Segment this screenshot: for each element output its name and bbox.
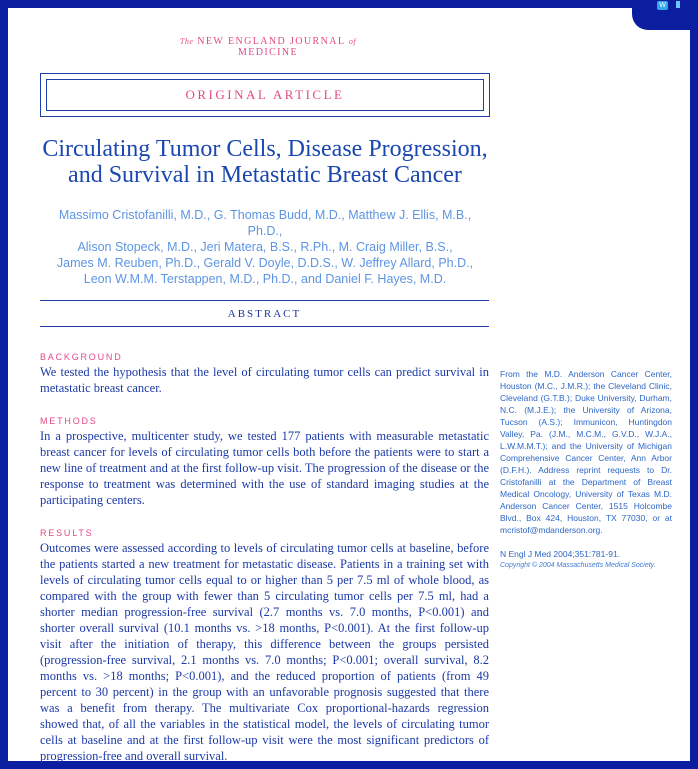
- background-heading: BACKGROUND: [40, 352, 123, 362]
- journal-prefix: The: [179, 37, 194, 46]
- methods-heading: METHODS: [40, 416, 98, 426]
- journal-masthead: [148, 36, 388, 58]
- citation: N Engl J Med 2004;351:781-91.: [500, 549, 621, 559]
- author-line: Leon W.M.M. Terstappen, M.D., Ph.D., and Daniel F. Hayes, M.D.: [83, 272, 447, 286]
- corner-badge-icon[interactable]: W: [657, 1, 668, 10]
- journal-of: of: [348, 37, 357, 46]
- methods-text: In a prospective, multicenter study, we tested 177 patients with measurable metastatic breast cancer for levels of circulating tumor cells both before the patients were to start a new line of treatment and at the first follow-up visit. The progression of the disease or the response to treatment was determined with the use of standard imaging studies at the participating centers.: [40, 429, 489, 507]
- author-line: Alison Stopeck, M.D., Jeri Matera, B.S., R.Ph., M. Craig Miller, B.S.,: [77, 240, 453, 254]
- article-title: [40, 136, 490, 188]
- author-line: Massimo Cristofanilli, M.D., G. Thomas Budd, M.D., Matthew J. Ellis, M.B., Ph.D.,: [58, 208, 472, 238]
- corner-tab: [632, 0, 690, 30]
- abstract-heading: ABSTRACT: [227, 308, 302, 320]
- abstract-bottom-rule: [40, 326, 489, 327]
- copyright: Copyright © 2004 Massachusetts Medical Society.: [500, 562, 656, 569]
- background-text: We tested the hypothesis that the level of circulating tumor cells can predict survival in metastatic breast cancer.: [40, 365, 489, 395]
- article-type-frame: [40, 73, 490, 117]
- article-page: [8, 2, 690, 763]
- author-line: James M. Reuben, Ph.D., Gerald V. Doyle, D.D.S., W. Jeffrey Allard, Ph.D.,: [56, 256, 474, 270]
- journal-name-part1: NEW ENGLAND JOURNAL: [197, 36, 345, 47]
- title-line-2: and Survival in Metastatic Breast Cancer: [68, 162, 462, 188]
- title-line-1: Circulating Tumor Cells, Disease Progression,: [42, 136, 488, 162]
- results-text: Outcomes were assessed according to levels of circulating tumor cells at baseline, before the patients started a new treatment for metastatic disease. Patients in a training set with levels of circulating tumor cells equal to or higher than 5 per 7.5 ml of whole blood, as compared with the group with fewer than 5 circulating tumor cells per 7.5 ml, had a shorter median progression-free survival (2.7 months vs. 7.0 months, P<0.001) and shorter overall survival (10.1 months vs. >18 months, P<0.001). At the first follow-up visit after the initiation of therapy, this difference between the groups persisted (progression-free survival, 2.1 months vs. 7.0 months; P<0.001; overall survival, 8.2 months vs. >18 months; P<0.001), and the reduced proportion of patients (from 49 percent to 30 percent) in the group with an unfavorable prognosis suggested that there was a benefit from therapy. The multivariate Cox proportional-hazards regression showed that, of all the variables in the statistical model, the levels of circulating tumor cells at baseline and at the first follow-up visit were the most significant predictors of progression-free and overall survival.: [40, 541, 489, 763]
- abstract-top-rule: [40, 300, 489, 301]
- corner-marker-icon: [676, 1, 680, 8]
- results-heading: RESULTS: [40, 528, 94, 538]
- article-type-label: ORIGINAL ARTICLE: [46, 79, 484, 111]
- affiliations-note: From the M.D. Anderson Cancer Center, Houston (M.C., J.M.R.); the Cleveland Clinic, Cleveland (G.T.B.); Duke University, Durham, N.C. (M.J.E.); the University of Arizona, Tucson (A.S.); Immunicon, Huntingdon Valley, Pa. (J.M., M.C.M., G.V.D., W.J.A., L.W.M.M.T.); and the University of Michigan Comprehensive Cancer Center, Ann Arbor (D.F.H.). Address reprint requests to Dr. Cristofanilli at the Department of Breast Medical Oncology, University of Texas M.D. Anderson Cancer Center, 1515 Holcombe Blvd., Box 424, Houston, TX 77030, or at mcristof@mdanderson.org.: [500, 369, 672, 535]
- author-list: [40, 207, 490, 287]
- journal-name-part2: MEDICINE: [237, 47, 299, 58]
